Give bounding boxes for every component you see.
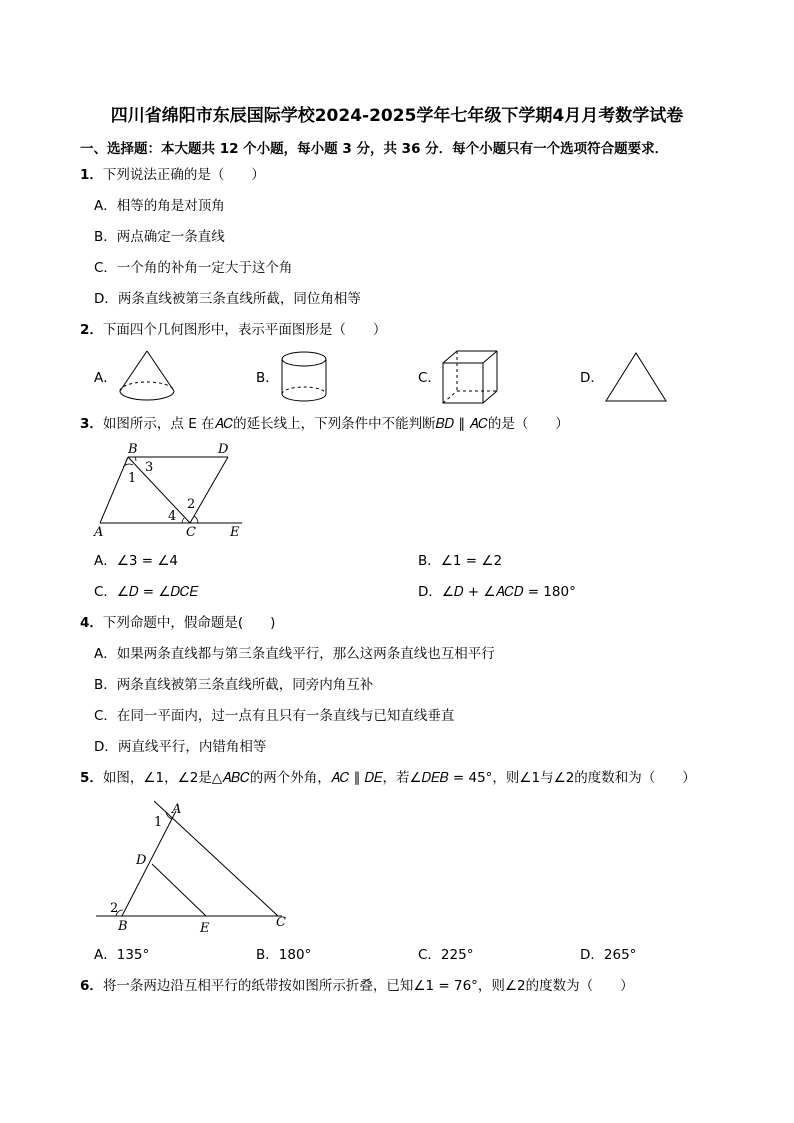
q5-option-b: B．180° (256, 947, 312, 963)
q4-option-a: A．如果两条直线都与第三条直线平行，那么这两条直线也互相平行 (94, 646, 495, 662)
q1-option-a: A．相等的角是对顶角 (94, 198, 225, 214)
question-number: 1． (80, 167, 103, 183)
question-stem: 如图所示，点 E 在𝐴𝐶的延长线上，下列条件中不能判断𝐵𝐷 ∥ 𝐴𝐶的是（ ） (102, 416, 569, 432)
cone-icon (117, 349, 177, 405)
point-label-d: D (136, 853, 147, 868)
angle-label-1: 1 (128, 471, 137, 486)
q1-option-d: D．两条直线被第三条直线所截，同位角相等 (94, 291, 361, 307)
question-number: 5． (80, 770, 103, 786)
question-6 (80, 977, 634, 995)
q1-option-b: B．两点确定一条直线 (94, 229, 225, 245)
question-1 (80, 166, 265, 184)
question-number: 6． (80, 978, 103, 994)
section-heading: 一、选择题：本大题共 12 个小题，每小题 3 分，共 36 分．每个小题只有一个选项符合题要求． (80, 141, 669, 157)
question-stem: 下列命题中，假命题是( ) (102, 615, 276, 631)
cylinder-icon (279, 350, 329, 404)
question-3 (80, 415, 569, 433)
angle-label-4: 4 (168, 509, 177, 524)
q3-figure-parallelogram (90, 440, 250, 540)
angle-label-2: 2 (110, 901, 119, 916)
q3-option-a: A．∠3 = ∠4 (94, 553, 179, 569)
question-stem: 将一条两边沿互相平行的纸带按如图所示折叠，已知∠1 = 76°，则∠2的度数为（ ） (102, 978, 634, 994)
point-label-b: B (118, 919, 128, 934)
point-label-e: E (200, 921, 210, 936)
q2-option-b: B． (256, 370, 279, 386)
q4-option-d: D．两直线平行，内错角相等 (94, 739, 267, 755)
point-label-a: A (94, 525, 104, 540)
point-label-d: D (218, 442, 229, 457)
q3-option-b: B．∠1 = ∠2 (418, 553, 503, 569)
question-stem: 下列说法正确的是（ ） (102, 167, 265, 183)
page-title: 四川省绵阳市东辰国际学校2024-2025学年七年级下学期4月月考数学试卷 (110, 106, 684, 126)
question-4 (80, 614, 275, 632)
q2-option-d: D． (580, 370, 604, 386)
point-label-a: A (172, 802, 182, 817)
q4-option-b: B．两条直线被第三条直线所截，同旁内角互补 (94, 677, 374, 693)
question-number: 3． (80, 416, 103, 432)
question-2 (80, 321, 386, 339)
q5-option-c: C．225° (418, 947, 474, 963)
q2-option-c: C． (418, 370, 441, 386)
question-5 (80, 769, 696, 787)
angle-label-3: 3 (145, 460, 154, 475)
point-label-c: C (276, 915, 286, 930)
point-label-c: C (186, 525, 196, 540)
question-stem: 下面四个几何图形中，表示平面图形是（ ） (102, 322, 387, 338)
q4-option-c: C．在同一平面内，过一点有且只有一条直线与已知直线垂直 (94, 708, 455, 724)
q3-option-c: C．∠𝐷 = ∠𝐷𝐶𝐸 (94, 584, 198, 600)
q5-figure-triangle (92, 796, 292, 938)
triangle-icon (604, 351, 668, 403)
angle-label-2: 2 (187, 497, 196, 512)
q3-option-d: D．∠𝐷 + ∠𝐴𝐶𝐷 = 180° (418, 584, 576, 600)
q5-option-a: A．135° (94, 947, 150, 963)
q5-option-d: D．265° (580, 947, 637, 963)
question-number: 2． (80, 322, 103, 338)
point-label-b: B (128, 442, 138, 457)
point-label-e: E (230, 525, 240, 540)
question-number: 4． (80, 615, 103, 631)
angle-label-1: 1 (154, 815, 163, 830)
q1-option-c: C．一个角的补角一定大于这个角 (94, 260, 293, 276)
question-stem: 如图，∠1，∠2是△𝐴𝐵𝐶的两个外角，𝐴𝐶 ∥ 𝐷𝐸，若∠𝐷𝐸𝐵 = 45°，则∠1与∠2的度数和为（ ） (102, 770, 696, 786)
cube-icon (441, 349, 499, 405)
q2-option-a: A． (94, 370, 117, 386)
